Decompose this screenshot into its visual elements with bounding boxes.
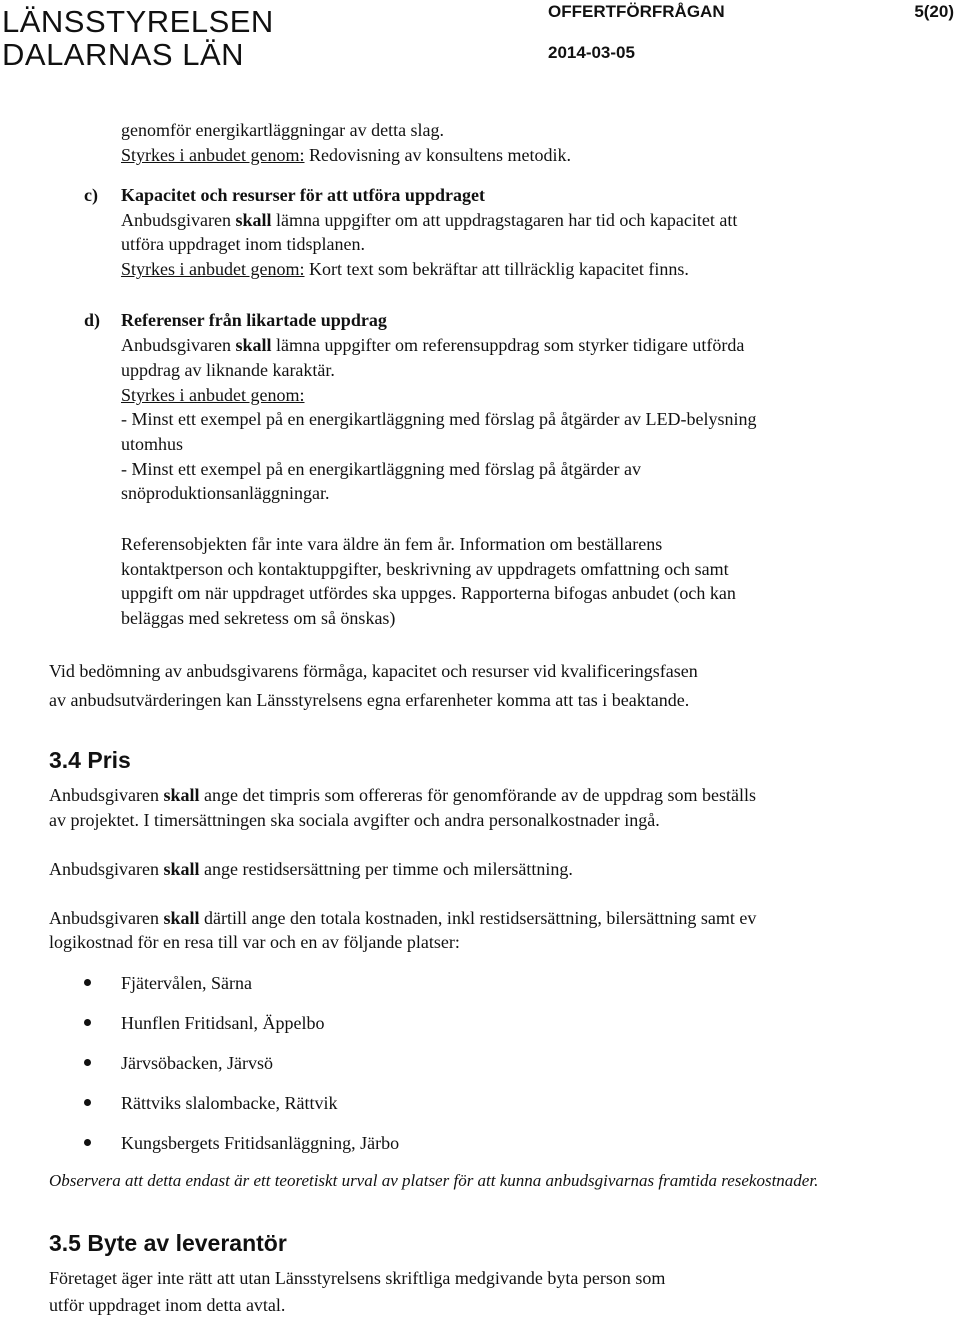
- bullet-icon: [84, 1099, 91, 1106]
- text: Anbudsgivaren: [49, 859, 164, 879]
- section-d-ref-line-3: uppgift om när uppdraget utfördes ska uppges. Rapporterna bifogas anbudet (och kan: [121, 583, 736, 603]
- places-note: Observera att detta endast är ett teoretiskt urval av platser för att kunna anbudsgivarnas framtida resekostnader.: [49, 1171, 819, 1190]
- emphasis: skall: [163, 859, 200, 879]
- proof-label: Styrkes i anbudet genom:: [121, 145, 305, 165]
- section-d-item-1-cont: utomhus: [121, 434, 184, 454]
- bullet-icon: [84, 1139, 91, 1146]
- text: Anbudsgivaren: [49, 908, 164, 928]
- section-d-item-2: - Minst ett exempel på en energikartläggning med förslag på åtgärder av: [121, 459, 641, 479]
- price-paragraph-1-line2: av projektet. I timersättningen ska sociala avgifter och andra personalkostnader ingå.: [49, 810, 660, 830]
- section-c-paragraph-line2: utföra uppdraget inom tidsplanen.: [121, 234, 365, 254]
- place-name: Rättviks slalombacke, Rättvik: [121, 1093, 338, 1113]
- bullet-icon: [84, 1059, 91, 1066]
- price-paragraph-3: [49, 906, 756, 930]
- emphasis: skall: [235, 335, 272, 355]
- text: Anbudsgivaren: [49, 785, 164, 805]
- emphasis: skall: [163, 908, 200, 928]
- text: ange det timpris som offereras för genomförande av de uppdrag som beställs: [199, 785, 757, 805]
- supplier-change-line-2: utför uppdraget inom detta avtal.: [49, 1295, 286, 1315]
- document-type: OFFERTFÖRFRÅGAN: [548, 2, 725, 21]
- text: Anbudsgivaren: [121, 335, 236, 355]
- section-d-ref-line-1: Referensobjekten får inte vara äldre än fem år. Information om beställarens: [121, 534, 663, 554]
- section-d-paragraph-line2: uppdrag av liknande karaktär.: [121, 360, 335, 380]
- proof-text: Redovisning av konsultens metodik.: [304, 145, 571, 165]
- agency-logo: [2, 6, 274, 70]
- section-d-proof-label: [121, 383, 304, 407]
- bullet-icon: [84, 979, 91, 986]
- place-name: Hunflen Fritidsanl, Äppelbo: [121, 1013, 325, 1033]
- price-paragraph-2: [49, 857, 573, 881]
- text: ange restidsersättning per timme och milersättning.: [199, 859, 573, 879]
- proof-text: Kort text som bekräftar att tillräcklig kapacitet finns.: [304, 259, 689, 279]
- section-heading-3-4: 3.4 Pris: [49, 747, 131, 773]
- text: lämna uppgifter om att uppdragstagaren har tid och kapacitet att: [271, 210, 738, 230]
- place-name: Järvsöbacken, Järvsö: [121, 1053, 273, 1073]
- page-number: 5(20): [914, 2, 954, 21]
- place-name: Fjätervålen, Särna: [121, 973, 252, 993]
- document-date: 2014-03-05: [548, 43, 635, 62]
- section-c-paragraph: [121, 208, 737, 232]
- section-heading-3-5: 3.5 Byte av leverantör: [49, 1230, 287, 1256]
- proof-label: Styrkes i anbudet genom:: [121, 385, 305, 405]
- bullet-icon: [84, 1019, 91, 1026]
- section-c-proof: [121, 257, 689, 281]
- text: Anbudsgivaren: [121, 210, 236, 230]
- text: lämna uppgifter om referensuppdrag som styrker tidigare utförda: [271, 335, 745, 355]
- section-d-ref-line-4: beläggas med sekretess om så önskas): [121, 608, 396, 628]
- section-b-line: genomför energikartläggningar av detta slag.: [121, 120, 445, 140]
- text: därtill ange den totala kostnaden, inkl restidsersättning, bilersättning samt ev: [199, 908, 757, 928]
- logo-line-1: LÄNSSTYRELSEN: [2, 4, 274, 39]
- section-d-letter: d): [84, 310, 101, 330]
- assessment-line-1: Vid bedömning av anbudsgivarens förmåga, kapacitet och resurser vid kvalificeringsfasen: [49, 661, 698, 681]
- section-d-item-1: - Minst ett exempel på en energikartläggning med förslag på åtgärder av LED-belysning: [121, 409, 757, 429]
- price-paragraph-1: [49, 783, 756, 807]
- assessment-line-2: av anbudsutvärderingen kan Länsstyrelsens egna erfarenheter komma att tas i beaktande.: [49, 690, 690, 710]
- section-c-letter: c): [84, 185, 98, 205]
- proof-label: Styrkes i anbudet genom:: [121, 259, 305, 279]
- emphasis: skall: [235, 210, 272, 230]
- section-d-paragraph: [121, 333, 744, 357]
- logo-line-2: DALARNAS LÄN: [2, 37, 245, 72]
- emphasis: skall: [163, 785, 200, 805]
- section-c-title: Kapacitet och resurser för att utföra uppdraget: [121, 185, 485, 205]
- section-b-proof: [121, 143, 571, 167]
- section-d-ref-line-2: kontaktperson och kontaktuppgifter, beskrivning av uppdragets omfattning och samt: [121, 559, 729, 579]
- section-d-title: Referenser från likartade uppdrag: [121, 310, 387, 330]
- section-d-item-2-cont: snöproduktionsanläggningar.: [121, 483, 330, 503]
- place-name: Kungsbergets Fritidsanläggning, Järbo: [121, 1133, 400, 1153]
- price-paragraph-3-line2: logikostnad för en resa till var och en av följande platser:: [49, 932, 460, 952]
- supplier-change-line-1: Företaget äger inte rätt att utan Länsstyrelsens skriftliga medgivande byta person som: [49, 1268, 666, 1288]
